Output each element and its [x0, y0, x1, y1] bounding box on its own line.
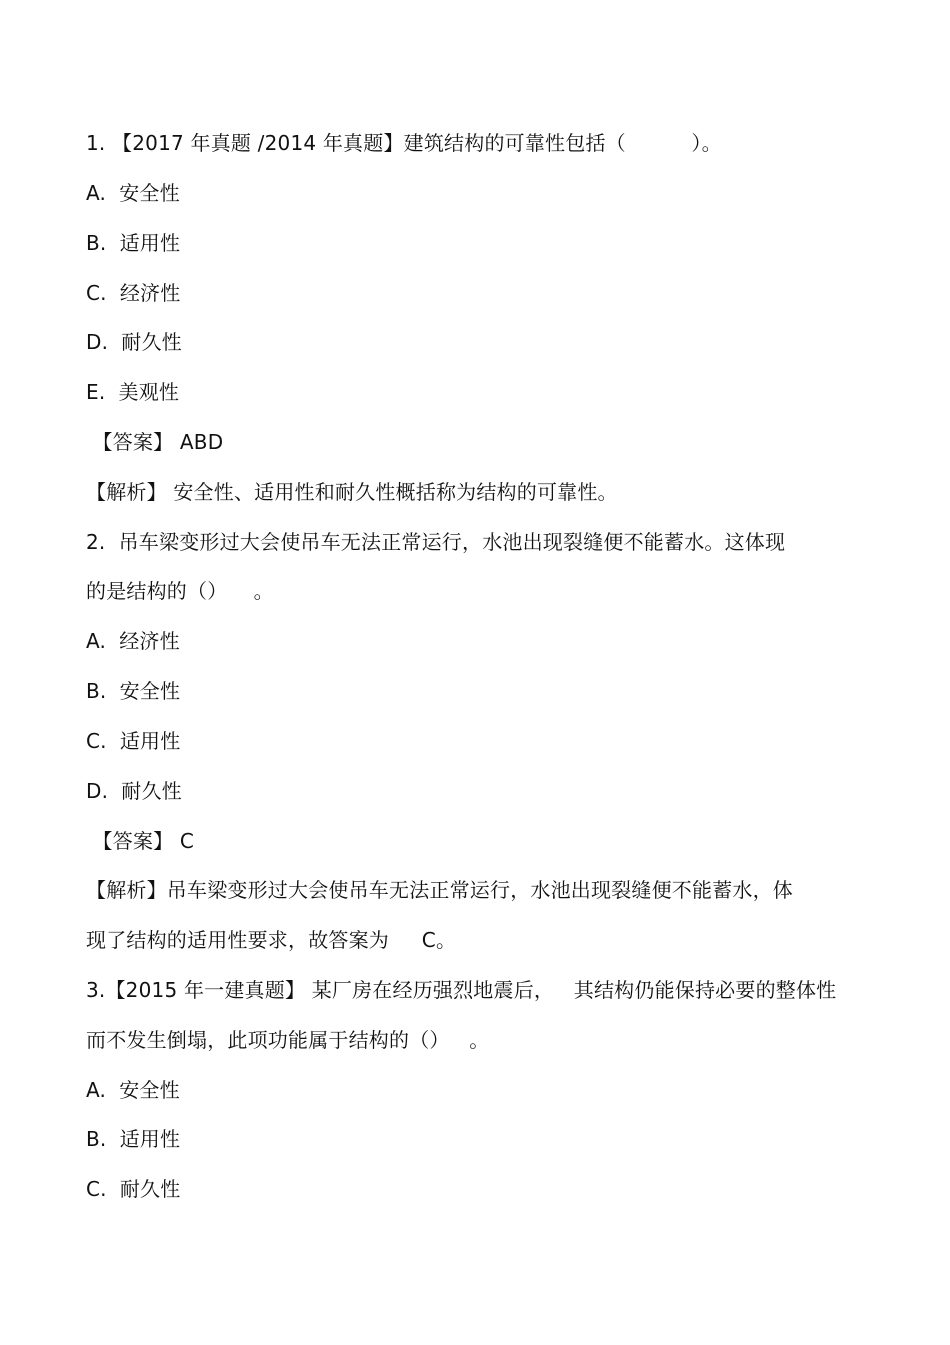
question-3-stem-line-2: 而不发生倒塌，此项功能属于结构的（） 。: [86, 1028, 490, 1052]
question-2-option-b: B. 安全性: [86, 679, 181, 703]
question-2-option-a: A. 经济性: [86, 629, 180, 653]
question-1-option-e: E. 美观性: [86, 380, 180, 404]
question-1-stem: 1. 【2017 年真题 /2014 年真题】建筑结构的可靠性包括（ ）。: [86, 131, 722, 155]
question-1-option-b: B. 适用性: [86, 231, 181, 255]
question-2-answer: 【答案】 C: [86, 829, 195, 853]
question-1-analysis: 【解析】 安全性、适用性和耐久性概括称为结构的可靠性。: [86, 480, 618, 504]
question-2-option-c: C. 适用性: [86, 729, 181, 753]
question-3-option-a: A. 安全性: [86, 1078, 180, 1102]
question-2-option-d: D. 耐久性: [86, 779, 182, 803]
question-2-stem-line-2: 的是结构的（） 。: [86, 579, 274, 603]
question-1-option-a: A. 安全性: [86, 181, 180, 205]
question-3-option-b: B. 适用性: [86, 1127, 181, 1151]
question-2-analysis-line-2: 现了结构的适用性要求，故答案为 C。: [86, 928, 457, 952]
question-1-option-d: D. 耐久性: [86, 330, 182, 354]
question-1-answer: 【答案】 ABD: [86, 430, 224, 454]
question-3-stem-line-1: 3.【2015 年一建真题】 某厂房在经历强烈地震后， 其结构仍能保持必要的整体性: [86, 978, 837, 1002]
question-2-analysis-line-1: 【解析】吊车梁变形过大会使吊车无法正常运行，水池出现裂缝便不能蓄水，体: [86, 878, 793, 902]
question-2-stem-line-1: 2. 吊车梁变形过大会使吊车无法正常运行，水池出现裂缝便不能蓄水。这体现: [86, 530, 786, 554]
question-1-option-c: C. 经济性: [86, 281, 181, 305]
question-3-option-c: C. 耐久性: [86, 1177, 181, 1201]
